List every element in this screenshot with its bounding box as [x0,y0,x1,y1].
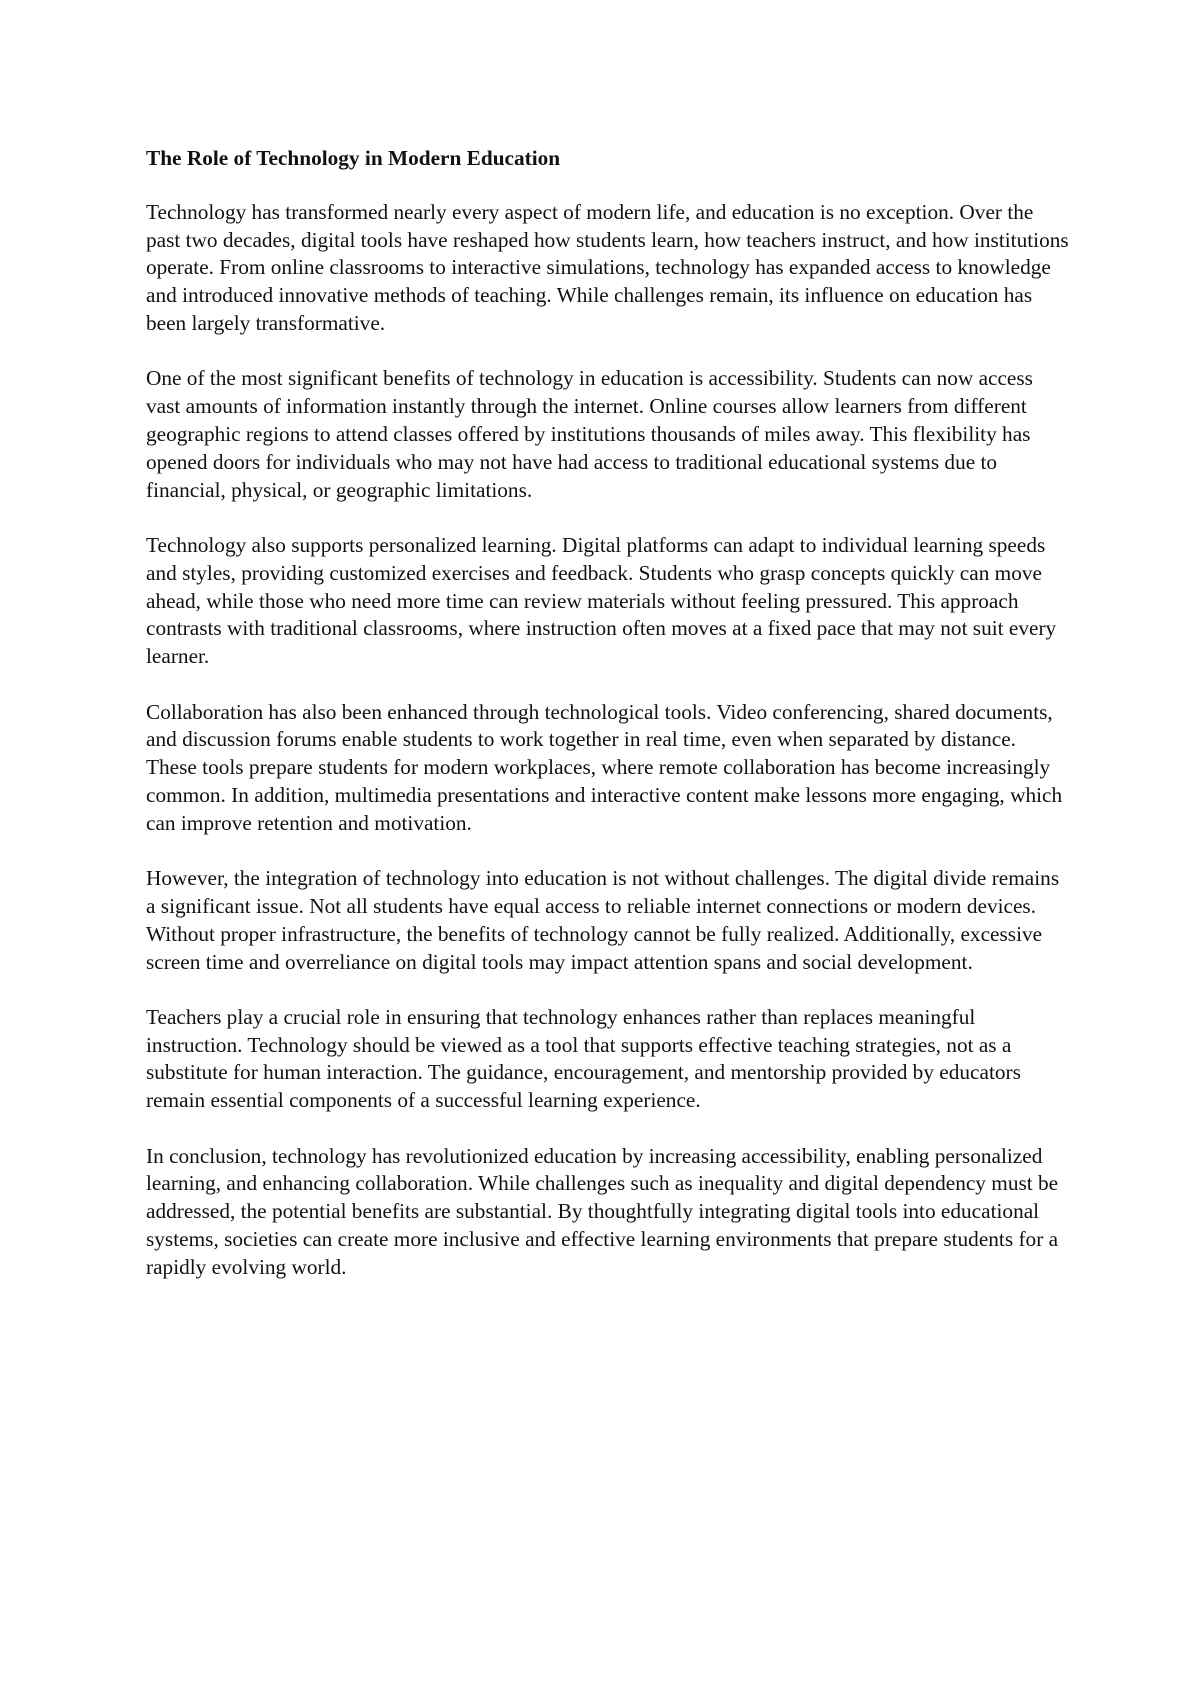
paragraph-personalized-learning: Technology also supports personalized learning. Digital platforms can adapt to individual learning speeds and styles, providing customized exercises and feedback. Students who grasp concepts quickly can move ahead, while those who need more time can review materials without feeling pressured. This approach contrasts with traditional classrooms, where instruction often moves at a fixed pace that may not suit every learner. [146,532,1057,669]
paragraph-conclusion: In conclusion, technology has revolutionized education by increasing accessibility, enabling personalized learning, and enhancing collaboration. While challenges such as inequality and digital dependency must be addressed, the potential benefits are substantial. By thoughtfully integrating digital tools into educational systems, societies can create more inclusive and effective learning environments that prepare students for a rapidly evolving world. [146,1143,1059,1279]
document-title: The Role of Technology in Modern Education [146,146,561,170]
paragraph-introduction: Technology has transformed nearly every aspect of modern life, and education is no exception. Over the past two decades, digital tools have reshaped how students learn, how teachers instruct, and how institutions operate. From online classrooms to interactive simulations, technology has expanded access to knowledge and introduced innovative methods of teaching. While challenges remain, its influence on education has been largely transformative. [146,199,1069,335]
document-body [146,145,1071,1309]
paragraph-collaboration: Collaboration has also been enhanced through technological tools. Video conferencing, shared documents, and discussion forums enable students to work together in real time, even when separated by distance. These tools prepare students for modern workplaces, where remote collaboration has become increasingly common. In addition, multimedia presentations and interactive content make lessons more engaging, which can improve retention and motivation. [146,699,1063,835]
paragraph-accessibility: One of the most significant benefits of technology in education is accessibility. Students can now access vast amounts of information instantly through the internet. Online courses allow learners from different geographic regions to attend classes offered by institutions thousands of miles away. This flexibility has opened doors for individuals who may not have had access to traditional educational systems due to financial, physical, or geographic limitations. [146,366,1033,502]
paragraph-challenges: However, the integration of technology into education is not without challenges. The digital divide remains a significant issue. Not all students have equal access to reliable internet connections or modern devices. Without proper infrastructure, the benefits of technology cannot be fully realized. Additionally, excessive screen time and overreliance on digital tools may impact attention spans and social development. [146,866,1060,974]
paragraph-teachers-role: Teachers play a crucial role in ensuring that technology enhances rather than replaces meaningful instruction. Technology should be viewed as a tool that supports effective teaching strategies, not as a substitute for human interaction. The guidance, encouragement, and mentorship provided by educators remain essential components of a successful learning experience. [146,1004,1021,1113]
